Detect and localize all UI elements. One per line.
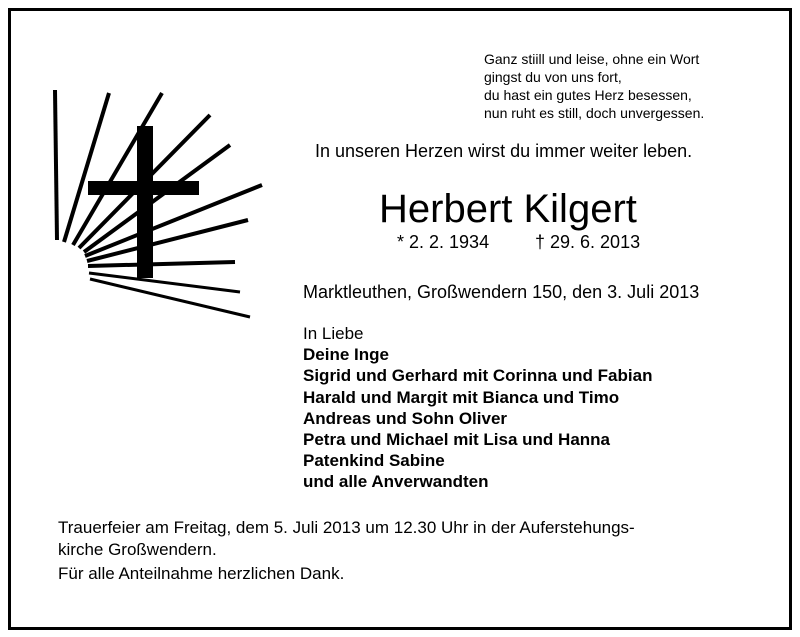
mourner-name: Petra und Michael mit Lisa und Hanna: [303, 430, 610, 450]
sun-rays-icon: [55, 90, 262, 317]
funeral-notice: [58, 517, 635, 561]
deceased-name: Herbert Kilgert: [379, 187, 637, 231]
mourner-name: Deine Inge: [303, 345, 389, 365]
poem-line: du hast ein gutes Herz besessen,: [484, 87, 692, 103]
poem-line: nun ruht es still, doch unvergessen.: [484, 105, 705, 121]
mourners-list: [303, 323, 652, 493]
motto: In unseren Herzen wirst du immer weiter leben.: [315, 141, 693, 161]
funeral-line: kirche Großwendern.: [58, 540, 217, 559]
mourner-name: und alle Anverwandten: [303, 472, 489, 492]
funeral-line: Trauerfeier am Freitag, dem 5. Juli 2013 um 12.30 Uhr in der Auferstehungs-: [58, 518, 635, 537]
mourner-name: Patenkind Sabine: [303, 451, 445, 471]
place-and-date: Marktleuthen, Großwendern 150, den 3. Juli 2013: [303, 282, 700, 302]
mourner-name: Andreas und Sohn Oliver: [303, 408, 508, 428]
mourners-intro: In Liebe: [303, 324, 364, 343]
death-date: † 29. 6. 2013: [535, 232, 641, 252]
poem-line: gingst du von uns fort,: [484, 69, 622, 85]
mourner-name: Sigrid und Gerhard mit Corinna und Fabian: [303, 366, 653, 386]
thanks-note: Für alle Anteilnahme herzlichen Dank.: [58, 564, 345, 583]
poem: [484, 50, 704, 122]
mourner-name: Harald und Margit mit Bianca und Timo: [303, 387, 620, 407]
birth-date: * 2. 2. 1934: [397, 232, 490, 252]
poem-line: Ganz stiill und leise, ohne ein Wort: [484, 51, 700, 67]
